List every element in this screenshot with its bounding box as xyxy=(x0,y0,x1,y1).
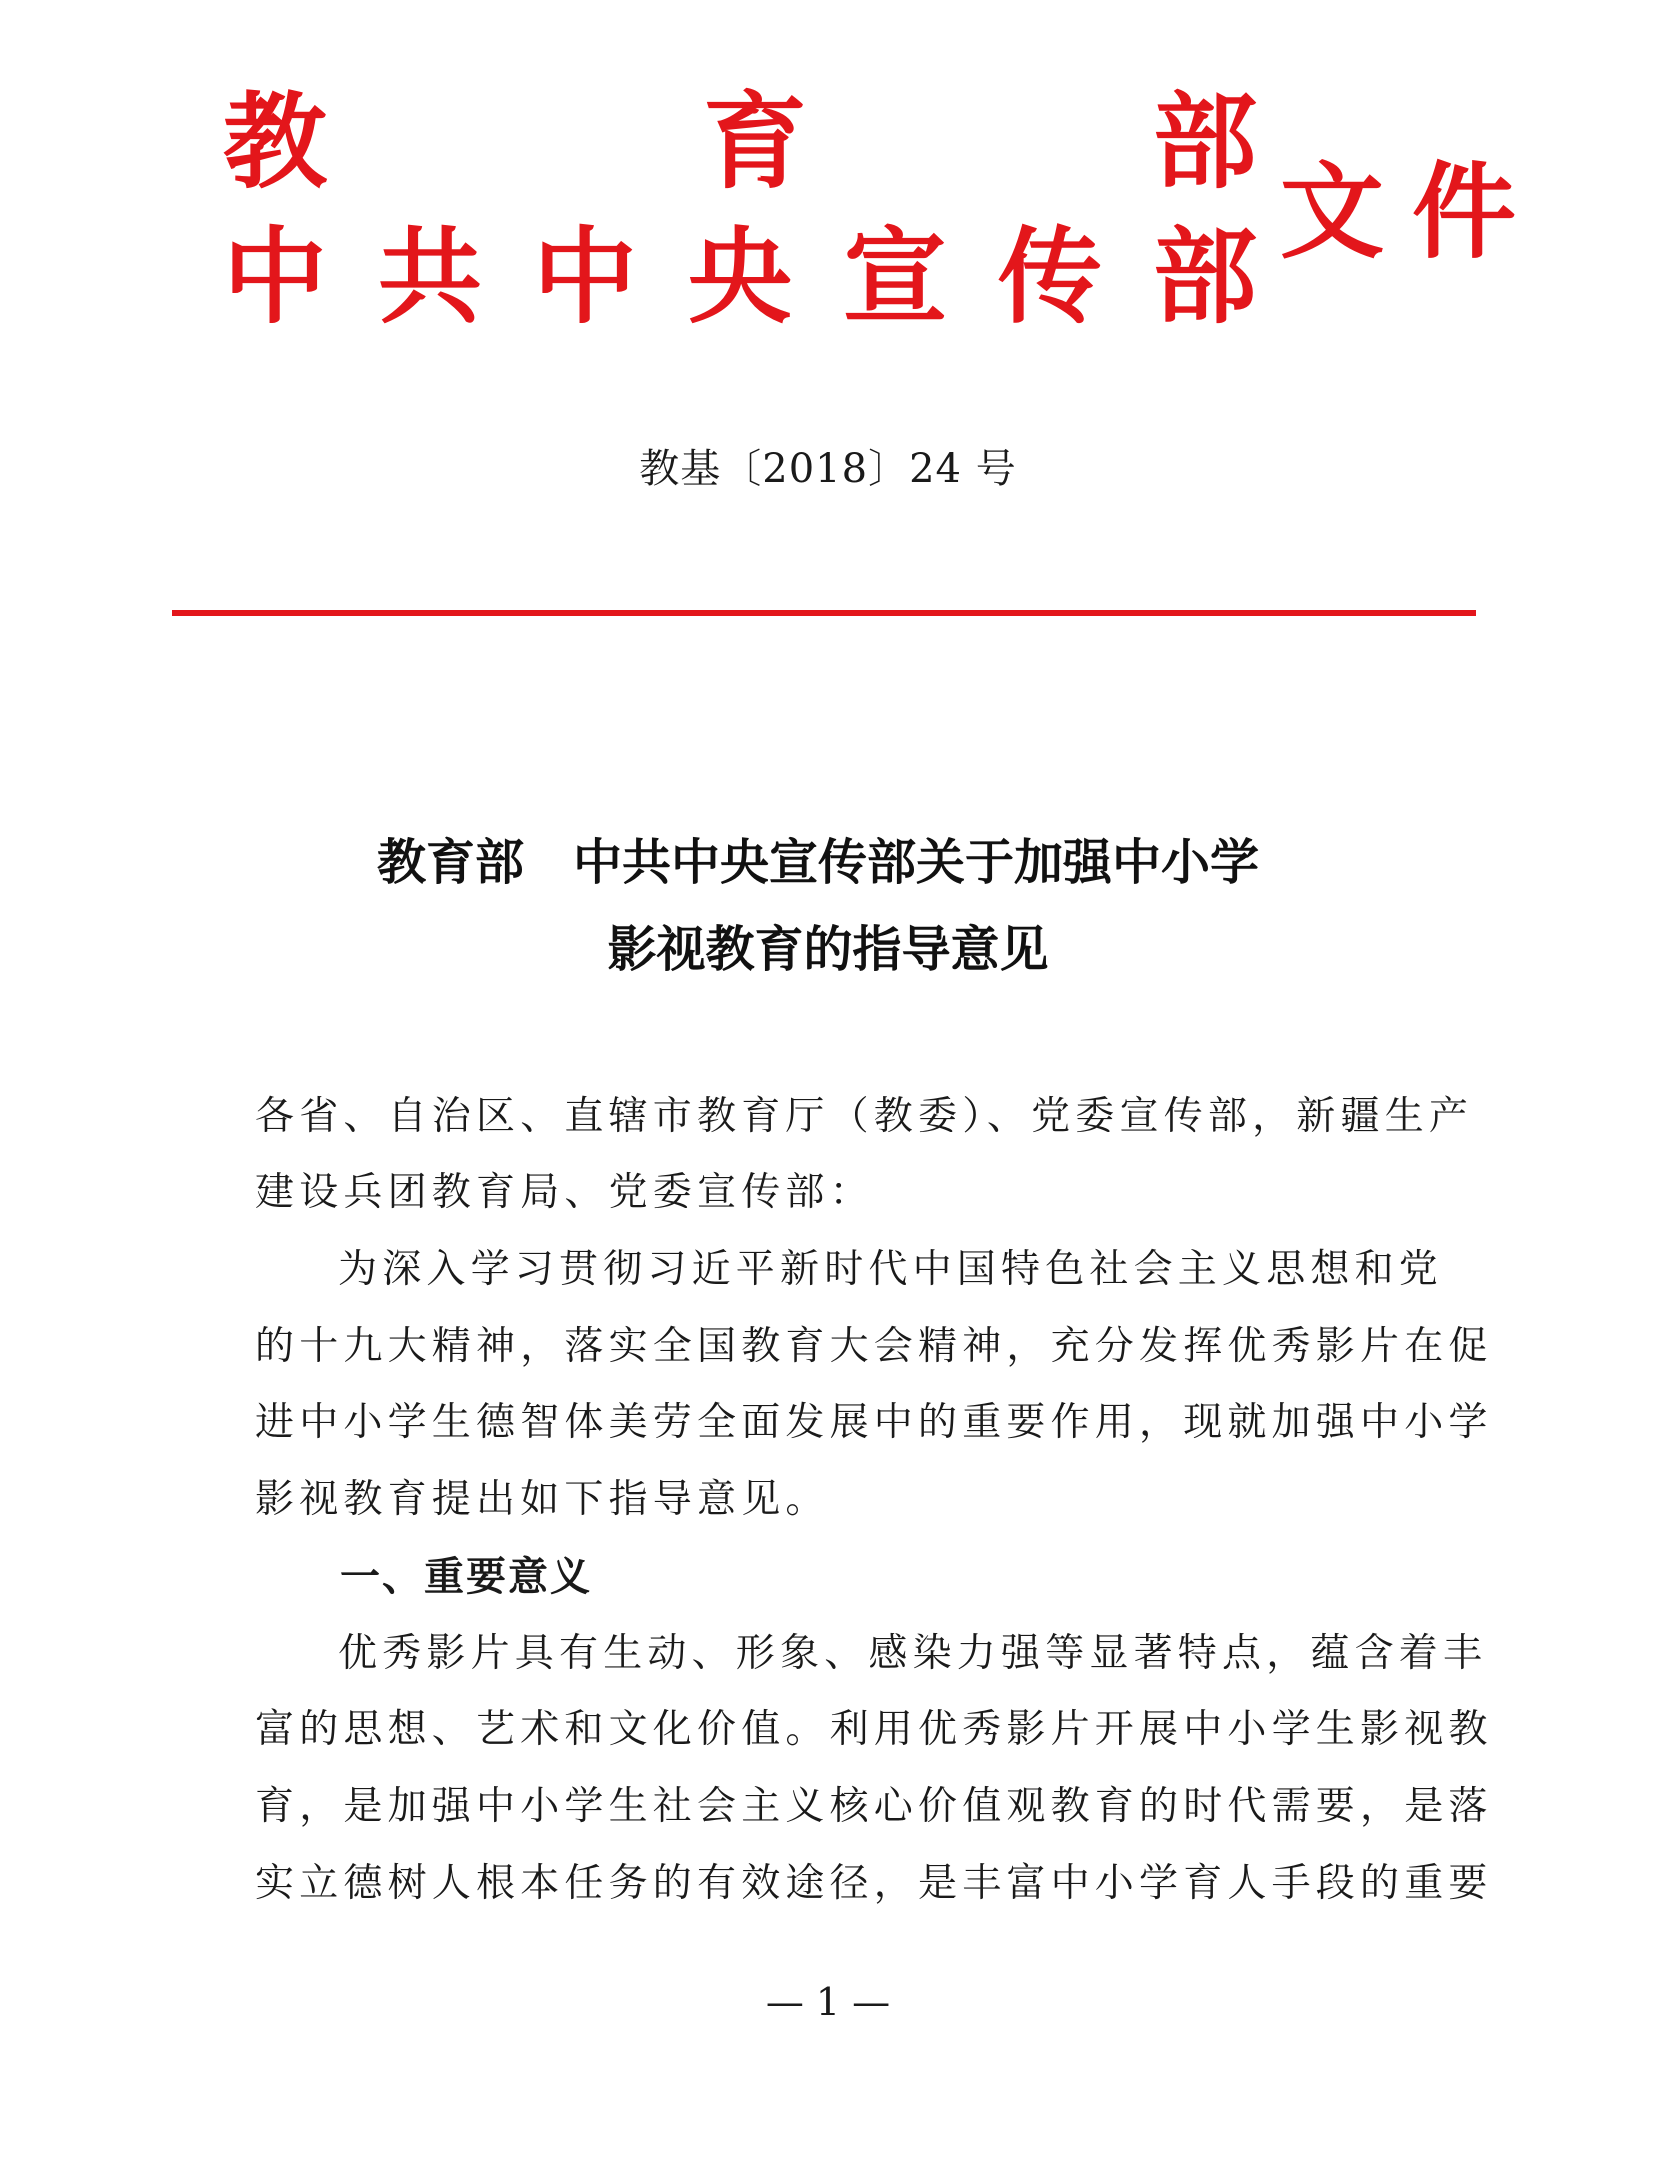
paragraph-line: 实立德树人根本任务的有效途径，是丰富中小学育人手段的重要 xyxy=(255,1861,1493,1906)
masthead-char: 宣 xyxy=(842,215,947,338)
page-number: — 1 — xyxy=(765,1980,891,2024)
document-title-line-1: 教育部 中共中央宣传部关于加强中小学 xyxy=(376,833,1259,891)
masthead-char: 教 xyxy=(222,80,327,203)
masthead-char: 央 xyxy=(687,215,792,338)
section-heading: 一、重要意义 xyxy=(340,1553,592,1600)
document-title-line-2: 影视教育的指导意见 xyxy=(607,920,1049,978)
masthead-char: 部 xyxy=(1152,80,1257,203)
paragraph-line: 育，是加强中小学生社会主义核心价值观教育的时代需要，是落 xyxy=(255,1784,1493,1829)
paragraph-line: 富的思想、艺术和文化价值。利用优秀影片开展中小学生影视教 xyxy=(255,1707,1493,1752)
address-line: 建设兵团教育局、党委宣传部： xyxy=(255,1170,874,1215)
paragraph-line: 影视教育提出如下指导意见。 xyxy=(255,1477,830,1522)
masthead-char: 育 xyxy=(702,80,807,203)
masthead-suffix: 文件 xyxy=(1280,150,1545,273)
paragraph-line: 的十九大精神，落实全国教育大会精神，充分发挥优秀影片在促 xyxy=(255,1324,1493,1369)
paragraph-line: 进中小学生德智体美劳全面发展中的重要作用，现就加强中小学 xyxy=(255,1400,1493,1445)
paragraph-line: 为深入学习贯彻习近平新时代中国特色社会主义思想和党 xyxy=(338,1247,1444,1292)
masthead-char: 部 xyxy=(1152,215,1257,338)
red-divider xyxy=(172,610,1476,616)
masthead-char: 中 xyxy=(222,215,327,338)
masthead-char: 传 xyxy=(997,215,1102,338)
paragraph-line: 优秀影片具有生动、形象、感染力强等显著特点，蕴含着丰 xyxy=(338,1631,1488,1676)
address-line: 各省、自治区、直辖市教育厅（教委）、党委宣传部，新疆生产 xyxy=(255,1094,1474,1139)
document-number: 教基〔2018〕24 号 xyxy=(639,446,1017,492)
masthead-char: 共 xyxy=(377,215,482,338)
masthead-char: 中 xyxy=(532,215,637,338)
